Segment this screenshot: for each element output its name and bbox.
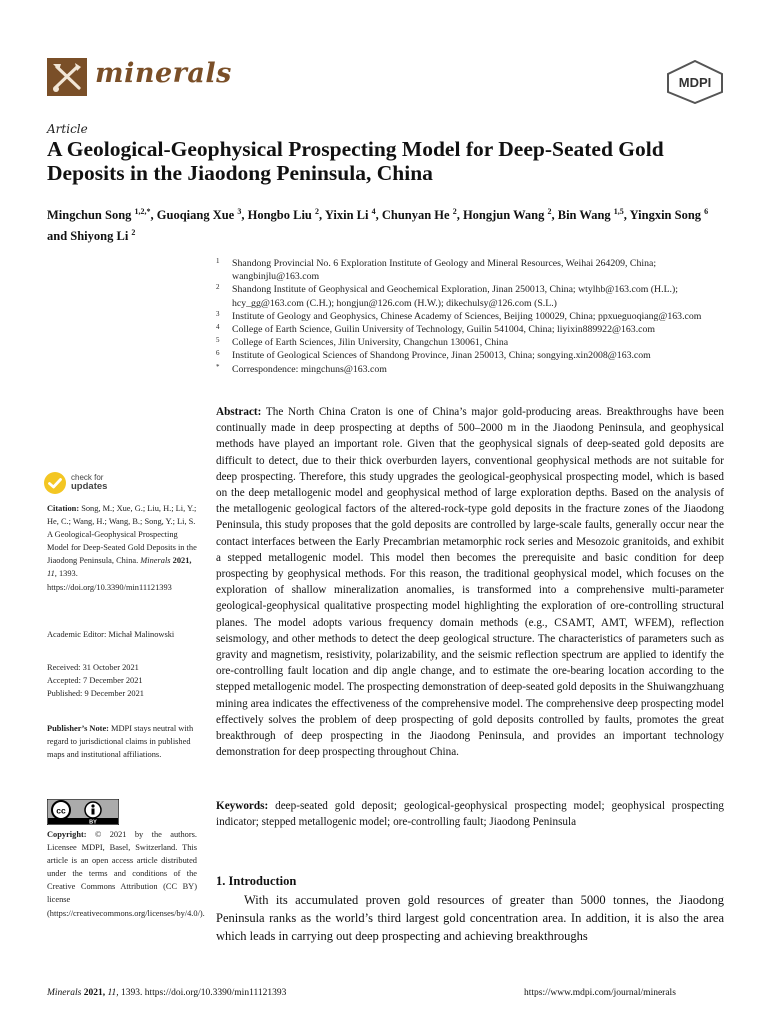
footer-journal-link[interactable]: https://www.mdpi.com/journal/minerals	[524, 988, 676, 998]
affiliation-text: Shandong Provincial No. 6 Exploration Institute of Geology and Mineral Resources, Weihai 264209, China; wangbinjlu@163.com	[232, 258, 657, 283]
author-name: Yingxin Song $^6$	[629, 207, 709, 223]
affiliation-text: Institute of Geological Sciences of Shandong Province, Jinan 250013, China; songying.xin2008@163.com	[232, 350, 651, 362]
section-heading-introduction: 1. Introduction	[216, 874, 297, 888]
abstract: Abstract: The North China Craton is one of China’s major gold-producing areas. Breakthroughs have been continually made in deep prospecting at depths of 500–2000 m in the Jiaodong Peninsula, and geophysical methods have played an important role. Given that the geophysical signals of deep-seated gold deposits are difficult to detect, due to their thick overburden layers, conventional geophysical methods are not suitable for deep prospecting. Therefore, this study upgrades the geological-geophysical prospecting model, which is based on the deep metallogenic model and geophysical method of large exploration depths. Based on the analysis of the metallogenic geological factors of the altered-rock-type gold deposits in the fracture zones of the Jiaodong Peninsula, this study proposes that the gold deposits are controlled by large-scale faults, generally occur near the contact interfaces between the Early Precambrian metamorphic rock series and Mesozoic granitoids, and exhibit a stepped metallogenic model. This model then becomes the prerequisite and basic condition for deep prospecting by geophysical methods. For this reason, the traditional geophysical model, which focuses on the exploration of shallow mineralization anomalies, is transformed into a comprehensive multi-parameter geological-geophysical qualitative prospecting model highlighting the exploration of ore-controlling structural planes. The model adopts various frequency domain methods (e.g., CSAMT, AMT, WFEM), reflection seismology, and other methods to detect the deep geological structure. The characteristics of parameters such as gravity and magnetism, resistivity, polarizability, and the seismic reflection spectrum are applied to identify the ore-controlling fault location and dip angle change, and to estimate the ore-bearing location according to the stepped metallogenic model. The prospecting demonstration of deep-seated gold deposits in the Shuiwangzhuang mining area indicates the effectiveness of the comprehensive model. The comprehensive deep prospecting model effectively solves the problem of deep prospecting of gold deposits controlled by faults, promotes the great breakthrough of deep prospecting in the Jiaodong Peninsula, and provides an important technology demonstration for deep prospecting throughout China.	[216, 406, 724, 759]
affiliation-item	[216, 363, 736, 376]
publication-dates: Received: 31 October 2021 Accepted: 7 December 2021 Published: 9 December 2021	[47, 663, 144, 699]
article-title: A Geological-Geophysical Prospecting Model for Deep-Seated Gold Deposits in the Jiaodong Peninsula, China	[47, 137, 664, 185]
svg-text:BY: BY	[89, 819, 97, 825]
author-affiliation-marker: 2	[131, 228, 136, 238]
author-affiliation-marker: 2	[452, 207, 457, 216]
affiliation-text: College of Earth Sciences, Jilin University, Changchun 130061, China	[232, 337, 509, 349]
check-updates-icon	[43, 471, 67, 495]
author-name: Hongbo Liu $^2$	[247, 207, 320, 223]
keywords: Keywords: deep-seated gold deposit; geological-geophysical prospecting model; geophysical prospecting indicator; stepped metallogenic model; ore-controlling fault; Jiaodong Peninsula	[216, 800, 724, 829]
author-affiliation-marker: 2	[315, 207, 320, 216]
affiliation-item	[216, 310, 736, 323]
author-list: Mingchun Song $^{1,2,*}$, Guoqiang Xue $^3$, Hongbo Liu $^2$, Yixin Li $^4$, Chunyan He $^2$, Hongjun Wang $^2$, Bin Wang $^{1,5}$, Yingxin Song $^6$ and Shiyong Li $^2$	[47, 207, 709, 244]
author-name: Chunyan He $^2$	[381, 207, 457, 223]
affiliation-text: Institute of Geology and Geophysics, Chinese Academy of Sciences, Beijing 100029, China; ppxueguoqiang@163.com	[232, 310, 702, 322]
svg-text:MDPI: MDPI	[678, 75, 712, 90]
svg-text:cc: cc	[56, 805, 66, 816]
footer-citation: Minerals 2021, 11, 1393. https://doi.org/10.3390/min11121393	[47, 988, 287, 998]
author-affiliation-marker: 1,2,*	[134, 207, 151, 216]
affiliation-number: 2	[216, 283, 220, 292]
affiliation-item	[216, 283, 736, 309]
author-name: Guoqiang Xue $^3$	[156, 207, 242, 223]
affiliation-item	[216, 336, 736, 349]
affiliation-item	[216, 257, 736, 283]
affiliation-text: College of Earth Science, Guilin University of Technology, Guilin 541004, China; liyixin889922@163.com	[232, 324, 656, 336]
check-for-updates-button[interactable]	[43, 471, 163, 495]
author-affiliation-marker: 2	[547, 207, 552, 216]
author-affiliation-marker: 1,5	[613, 207, 624, 216]
affiliation-number: 5	[216, 336, 220, 345]
author-name: Bin Wang $^{1,5}$	[557, 207, 624, 223]
publisher-note: Publisher’s Note: MDPI stays neutral with regard to jurisdictional claims in published maps and institutional affiliations.	[47, 724, 194, 760]
author-name: Yixin Li $^4$	[324, 207, 376, 223]
article-type: Article	[47, 122, 88, 136]
author-affiliation-marker: 4	[371, 207, 376, 216]
affiliation-number: 3	[216, 309, 220, 318]
affiliation-number: *	[216, 362, 220, 371]
journal-logo-icon	[47, 58, 87, 96]
check-updates-label: check for updates	[71, 473, 108, 492]
author-affiliation-marker: 3	[237, 207, 242, 216]
affiliations	[216, 257, 736, 376]
affiliation-item	[216, 323, 736, 336]
author-name: Hongjun Wang $^2$	[462, 207, 552, 223]
citation: Citation: Song, M.; Xue, G.; Liu, H.; Li, Y.; He, C.; Wang, H.; Wang, B.; Song, Y.; Li, S. A Geological-Geophysical Prospecting Model for Deep-Seated Gold Deposits in the Jiaodong Peninsula, China. Minerals 2021, 11, 1393. https://doi.org/10.3390/min11121393	[47, 504, 197, 592]
affiliation-number: 4	[216, 323, 220, 332]
cc-by-license-icon[interactable]	[47, 799, 119, 825]
mdpi-logo-icon	[666, 60, 724, 104]
author-affiliation-marker: 6	[704, 207, 709, 216]
introduction-text: With its accumulated proven gold resources of greater than 5000 tonnes, the Jiaodong Peninsula ranks as the world’s third largest gold concentration area. In addition, it is also the area which leads in carrying out deep prospecting and achieving breakthroughs	[216, 893, 724, 943]
author-name: Shiyong Li $^2$	[70, 228, 136, 244]
affiliation-number: 1	[216, 257, 220, 265]
academic-editor: Academic Editor: Michał Malinowski	[47, 630, 175, 639]
affiliation-text: Shandong Institute of Geophysical and Geochemical Exploration, Jinan 250013, China; wtylhb@163.com (H.L.); hcy_gg@163.com (C.H.); hongjun@126.com (H.W.); dikechulsy@126.com (S.L.)	[232, 284, 678, 309]
affiliation-item	[216, 349, 736, 362]
copyright-notice: Copyright: © 2021 by the authors. Licensee MDPI, Basel, Switzerland. This article is an open access article distributed under the terms and conditions of the Creative Commons Attribution (CC BY) license (https://creativecommons.org/licenses/by/4.0/).	[47, 830, 205, 918]
affiliation-text: Correspondence: mingchuns@163.com	[232, 363, 387, 375]
affiliation-number: 6	[216, 349, 220, 358]
journal-name: minerals	[95, 58, 232, 89]
author-name: Mingchun Song $^{1,2,*}$	[47, 207, 151, 223]
